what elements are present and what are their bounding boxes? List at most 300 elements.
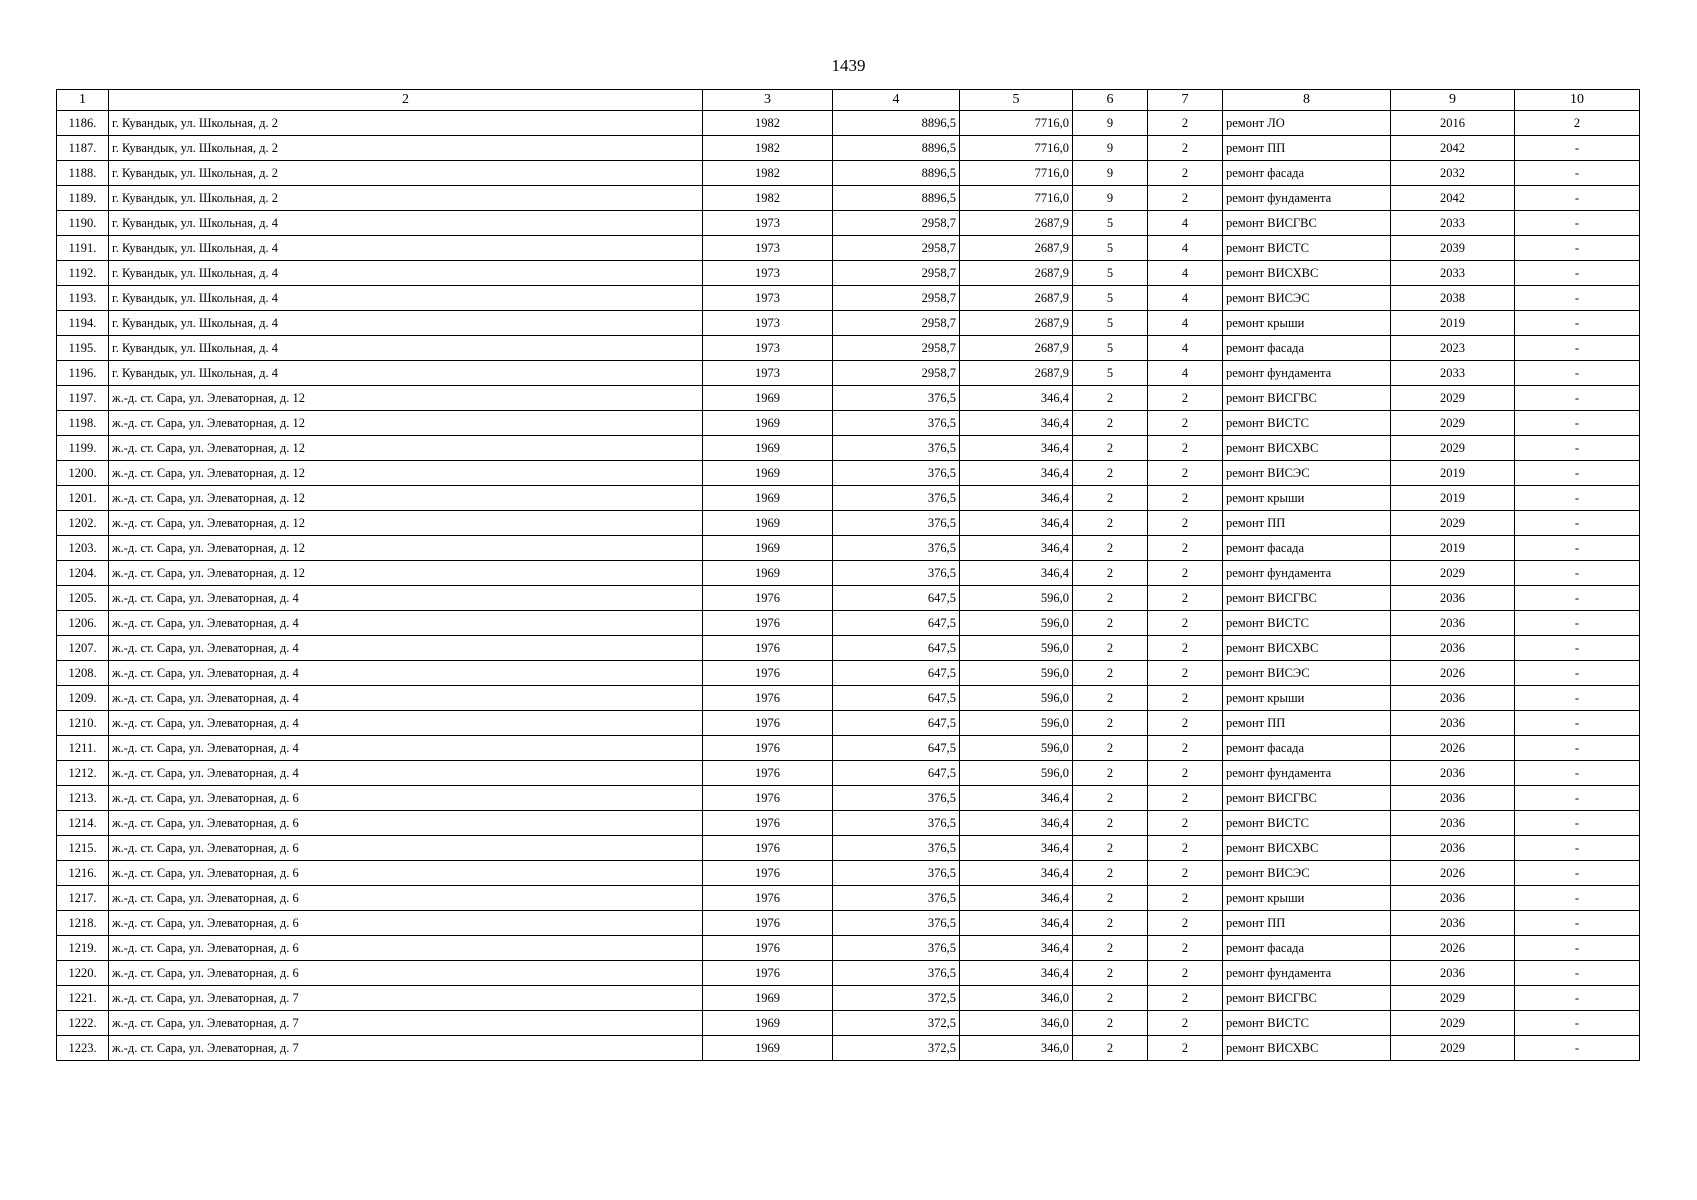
cell-living-area: 346,4 bbox=[960, 811, 1073, 836]
table-row bbox=[57, 186, 1640, 211]
table-row bbox=[57, 311, 1640, 336]
cell-work-type: ремонт ВИСГВС bbox=[1223, 986, 1391, 1011]
cell-work-type: ремонт ВИСТС bbox=[1223, 611, 1391, 636]
cell-planned-year: 2033 bbox=[1391, 211, 1515, 236]
cell-year-built: 1976 bbox=[703, 836, 833, 861]
cell-work-type: ремонт крыши bbox=[1223, 686, 1391, 711]
cell-address: г. Кувандык, ул. Школьная, д. 4 bbox=[109, 361, 703, 386]
cell-living-area: 7716,0 bbox=[960, 186, 1073, 211]
cell-entrances: 2 bbox=[1148, 436, 1223, 461]
cell-entrances: 2 bbox=[1148, 786, 1223, 811]
cell-value: - bbox=[1515, 886, 1640, 911]
table-row bbox=[57, 961, 1640, 986]
table-row bbox=[57, 686, 1640, 711]
cell-address: ж.-д. ст. Сара, ул. Элеваторная, д. 12 bbox=[109, 486, 703, 511]
cell-value: - bbox=[1515, 686, 1640, 711]
cell-work-type: ремонт фасада bbox=[1223, 536, 1391, 561]
cell-floors: 2 bbox=[1073, 1011, 1148, 1036]
cell-planned-year: 2026 bbox=[1391, 736, 1515, 761]
cell-row-number: 1194. bbox=[57, 311, 109, 336]
cell-total-area: 647,5 bbox=[833, 636, 960, 661]
cell-floors: 5 bbox=[1073, 236, 1148, 261]
cell-work-type: ремонт ВИСХВС bbox=[1223, 436, 1391, 461]
cell-planned-year: 2026 bbox=[1391, 661, 1515, 686]
cell-entrances: 2 bbox=[1148, 186, 1223, 211]
cell-entrances: 2 bbox=[1148, 811, 1223, 836]
cell-year-built: 1969 bbox=[703, 461, 833, 486]
cell-year-built: 1976 bbox=[703, 761, 833, 786]
cell-work-type: ремонт фундамента bbox=[1223, 361, 1391, 386]
column-header-1: 1 bbox=[57, 90, 109, 111]
cell-value: 2 bbox=[1515, 111, 1640, 136]
table-header bbox=[57, 90, 1640, 111]
cell-row-number: 1207. bbox=[57, 636, 109, 661]
cell-row-number: 1214. bbox=[57, 811, 109, 836]
cell-year-built: 1976 bbox=[703, 886, 833, 911]
cell-floors: 2 bbox=[1073, 1036, 1148, 1061]
table-row bbox=[57, 386, 1640, 411]
column-header-6: 6 bbox=[1073, 90, 1148, 111]
cell-work-type: ремонт крыши bbox=[1223, 886, 1391, 911]
cell-row-number: 1186. bbox=[57, 111, 109, 136]
cell-year-built: 1973 bbox=[703, 361, 833, 386]
cell-row-number: 1189. bbox=[57, 186, 109, 211]
cell-total-area: 376,5 bbox=[833, 811, 960, 836]
cell-total-area: 647,5 bbox=[833, 736, 960, 761]
cell-row-number: 1203. bbox=[57, 536, 109, 561]
cell-living-area: 346,4 bbox=[960, 936, 1073, 961]
cell-row-number: 1205. bbox=[57, 586, 109, 611]
cell-floors: 2 bbox=[1073, 661, 1148, 686]
cell-entrances: 2 bbox=[1148, 911, 1223, 936]
cell-living-area: 346,4 bbox=[960, 961, 1073, 986]
cell-address: ж.-д. ст. Сара, ул. Элеваторная, д. 6 bbox=[109, 936, 703, 961]
cell-address: г. Кувандык, ул. Школьная, д. 4 bbox=[109, 211, 703, 236]
cell-year-built: 1976 bbox=[703, 686, 833, 711]
table-row bbox=[57, 736, 1640, 761]
table-row bbox=[57, 636, 1640, 661]
table-row bbox=[57, 786, 1640, 811]
column-header-2: 2 bbox=[109, 90, 703, 111]
cell-row-number: 1223. bbox=[57, 1036, 109, 1061]
cell-floors: 2 bbox=[1073, 761, 1148, 786]
cell-total-area: 376,5 bbox=[833, 936, 960, 961]
column-header-5: 5 bbox=[960, 90, 1073, 111]
cell-total-area: 372,5 bbox=[833, 986, 960, 1011]
cell-entrances: 2 bbox=[1148, 761, 1223, 786]
cell-floors: 2 bbox=[1073, 636, 1148, 661]
cell-entrances: 2 bbox=[1148, 486, 1223, 511]
cell-address: ж.-д. ст. Сара, ул. Элеваторная, д. 12 bbox=[109, 386, 703, 411]
cell-work-type: ремонт ВИСХВС bbox=[1223, 261, 1391, 286]
cell-floors: 2 bbox=[1073, 536, 1148, 561]
cell-work-type: ремонт ВИСГВС bbox=[1223, 386, 1391, 411]
cell-value: - bbox=[1515, 536, 1640, 561]
cell-year-built: 1976 bbox=[703, 736, 833, 761]
cell-address: г. Кувандык, ул. Школьная, д. 2 bbox=[109, 136, 703, 161]
cell-entrances: 2 bbox=[1148, 686, 1223, 711]
cell-address: ж.-д. ст. Сара, ул. Элеваторная, д. 4 bbox=[109, 636, 703, 661]
cell-year-built: 1969 bbox=[703, 1011, 833, 1036]
table-row bbox=[57, 561, 1640, 586]
cell-address: ж.-д. ст. Сара, ул. Элеваторная, д. 4 bbox=[109, 661, 703, 686]
cell-planned-year: 2032 bbox=[1391, 161, 1515, 186]
cell-living-area: 596,0 bbox=[960, 736, 1073, 761]
cell-total-area: 8896,5 bbox=[833, 186, 960, 211]
cell-value: - bbox=[1515, 861, 1640, 886]
cell-row-number: 1199. bbox=[57, 436, 109, 461]
cell-entrances: 2 bbox=[1148, 511, 1223, 536]
cell-year-built: 1976 bbox=[703, 786, 833, 811]
cell-address: ж.-д. ст. Сара, ул. Элеваторная, д. 4 bbox=[109, 586, 703, 611]
cell-living-area: 346,4 bbox=[960, 886, 1073, 911]
table-row bbox=[57, 361, 1640, 386]
table-row bbox=[57, 861, 1640, 886]
cell-living-area: 596,0 bbox=[960, 686, 1073, 711]
cell-planned-year: 2036 bbox=[1391, 761, 1515, 786]
cell-total-area: 647,5 bbox=[833, 586, 960, 611]
cell-planned-year: 2036 bbox=[1391, 636, 1515, 661]
cell-work-type: ремонт ВИСТС bbox=[1223, 1011, 1391, 1036]
cell-year-built: 1976 bbox=[703, 661, 833, 686]
cell-floors: 2 bbox=[1073, 811, 1148, 836]
cell-total-area: 647,5 bbox=[833, 661, 960, 686]
capital-repair-table bbox=[56, 89, 1640, 1061]
cell-work-type: ремонт крыши bbox=[1223, 486, 1391, 511]
table-row bbox=[57, 536, 1640, 561]
cell-year-built: 1969 bbox=[703, 561, 833, 586]
cell-row-number: 1196. bbox=[57, 361, 109, 386]
cell-living-area: 2687,9 bbox=[960, 236, 1073, 261]
cell-total-area: 376,5 bbox=[833, 461, 960, 486]
cell-year-built: 1973 bbox=[703, 211, 833, 236]
cell-entrances: 4 bbox=[1148, 211, 1223, 236]
cell-address: ж.-д. ст. Сара, ул. Элеваторная, д. 12 bbox=[109, 411, 703, 436]
cell-entrances: 2 bbox=[1148, 1011, 1223, 1036]
cell-planned-year: 2029 bbox=[1391, 436, 1515, 461]
cell-floors: 9 bbox=[1073, 111, 1148, 136]
cell-row-number: 1200. bbox=[57, 461, 109, 486]
table-row bbox=[57, 936, 1640, 961]
cell-living-area: 596,0 bbox=[960, 761, 1073, 786]
cell-year-built: 1982 bbox=[703, 186, 833, 211]
cell-value: - bbox=[1515, 386, 1640, 411]
cell-living-area: 596,0 bbox=[960, 586, 1073, 611]
cell-entrances: 2 bbox=[1148, 536, 1223, 561]
cell-total-area: 2958,7 bbox=[833, 286, 960, 311]
cell-planned-year: 2019 bbox=[1391, 311, 1515, 336]
cell-floors: 2 bbox=[1073, 411, 1148, 436]
cell-address: ж.-д. ст. Сара, ул. Элеваторная, д. 6 bbox=[109, 836, 703, 861]
cell-living-area: 346,0 bbox=[960, 1011, 1073, 1036]
cell-floors: 2 bbox=[1073, 986, 1148, 1011]
cell-planned-year: 2023 bbox=[1391, 336, 1515, 361]
cell-planned-year: 2026 bbox=[1391, 861, 1515, 886]
cell-year-built: 1976 bbox=[703, 936, 833, 961]
cell-planned-year: 2036 bbox=[1391, 686, 1515, 711]
cell-planned-year: 2036 bbox=[1391, 611, 1515, 636]
cell-work-type: ремонт ВИСТС bbox=[1223, 411, 1391, 436]
cell-year-built: 1973 bbox=[703, 311, 833, 336]
table-row bbox=[57, 611, 1640, 636]
cell-living-area: 346,4 bbox=[960, 486, 1073, 511]
cell-address: г. Кувандык, ул. Школьная, д. 2 bbox=[109, 111, 703, 136]
table-row bbox=[57, 461, 1640, 486]
cell-row-number: 1197. bbox=[57, 386, 109, 411]
cell-total-area: 647,5 bbox=[833, 761, 960, 786]
cell-year-built: 1976 bbox=[703, 811, 833, 836]
cell-floors: 2 bbox=[1073, 936, 1148, 961]
cell-floors: 2 bbox=[1073, 836, 1148, 861]
cell-address: ж.-д. ст. Сара, ул. Элеваторная, д. 6 bbox=[109, 786, 703, 811]
cell-floors: 5 bbox=[1073, 336, 1148, 361]
cell-planned-year: 2019 bbox=[1391, 461, 1515, 486]
cell-address: ж.-д. ст. Сара, ул. Элеваторная, д. 4 bbox=[109, 611, 703, 636]
cell-planned-year: 2016 bbox=[1391, 111, 1515, 136]
cell-year-built: 1982 bbox=[703, 161, 833, 186]
cell-entrances: 2 bbox=[1148, 161, 1223, 186]
cell-work-type: ремонт фасада bbox=[1223, 161, 1391, 186]
cell-total-area: 2958,7 bbox=[833, 336, 960, 361]
cell-planned-year: 2029 bbox=[1391, 411, 1515, 436]
cell-living-area: 596,0 bbox=[960, 711, 1073, 736]
cell-planned-year: 2036 bbox=[1391, 836, 1515, 861]
cell-address: г. Кувандык, ул. Школьная, д. 2 bbox=[109, 186, 703, 211]
cell-total-area: 376,5 bbox=[833, 386, 960, 411]
cell-floors: 2 bbox=[1073, 786, 1148, 811]
table-row bbox=[57, 111, 1640, 136]
cell-work-type: ремонт ВИСЭС bbox=[1223, 861, 1391, 886]
cell-entrances: 2 bbox=[1148, 861, 1223, 886]
cell-row-number: 1218. bbox=[57, 911, 109, 936]
cell-entrances: 2 bbox=[1148, 461, 1223, 486]
cell-value: - bbox=[1515, 261, 1640, 286]
cell-address: ж.-д. ст. Сара, ул. Элеваторная, д. 4 bbox=[109, 761, 703, 786]
cell-total-area: 376,5 bbox=[833, 861, 960, 886]
cell-work-type: ремонт ПП bbox=[1223, 511, 1391, 536]
cell-work-type: ремонт крыши bbox=[1223, 311, 1391, 336]
cell-living-area: 2687,9 bbox=[960, 261, 1073, 286]
table-row bbox=[57, 836, 1640, 861]
cell-value: - bbox=[1515, 911, 1640, 936]
cell-planned-year: 2042 bbox=[1391, 186, 1515, 211]
cell-work-type: ремонт ВИСХВС bbox=[1223, 1036, 1391, 1061]
table-row bbox=[57, 211, 1640, 236]
cell-address: г. Кувандык, ул. Школьная, д. 4 bbox=[109, 336, 703, 361]
cell-living-area: 346,0 bbox=[960, 986, 1073, 1011]
cell-row-number: 1195. bbox=[57, 336, 109, 361]
cell-living-area: 2687,9 bbox=[960, 286, 1073, 311]
cell-address: ж.-д. ст. Сара, ул. Элеваторная, д. 4 bbox=[109, 711, 703, 736]
table-row bbox=[57, 886, 1640, 911]
cell-year-built: 1969 bbox=[703, 436, 833, 461]
cell-value: - bbox=[1515, 436, 1640, 461]
cell-floors: 2 bbox=[1073, 586, 1148, 611]
cell-row-number: 1193. bbox=[57, 286, 109, 311]
cell-year-built: 1969 bbox=[703, 986, 833, 1011]
cell-planned-year: 2019 bbox=[1391, 486, 1515, 511]
cell-year-built: 1973 bbox=[703, 261, 833, 286]
cell-planned-year: 2036 bbox=[1391, 811, 1515, 836]
cell-row-number: 1192. bbox=[57, 261, 109, 286]
cell-planned-year: 2039 bbox=[1391, 236, 1515, 261]
cell-address: ж.-д. ст. Сара, ул. Элеваторная, д. 12 bbox=[109, 561, 703, 586]
cell-year-built: 1973 bbox=[703, 336, 833, 361]
cell-planned-year: 2029 bbox=[1391, 561, 1515, 586]
cell-year-built: 1976 bbox=[703, 861, 833, 886]
cell-living-area: 596,0 bbox=[960, 661, 1073, 686]
cell-planned-year: 2033 bbox=[1391, 261, 1515, 286]
cell-row-number: 1215. bbox=[57, 836, 109, 861]
cell-planned-year: 2029 bbox=[1391, 1036, 1515, 1061]
cell-value: - bbox=[1515, 611, 1640, 636]
cell-value: - bbox=[1515, 461, 1640, 486]
cell-entrances: 2 bbox=[1148, 936, 1223, 961]
cell-work-type: ремонт фасада bbox=[1223, 936, 1391, 961]
cell-floors: 2 bbox=[1073, 736, 1148, 761]
cell-work-type: ремонт фундамента bbox=[1223, 186, 1391, 211]
cell-row-number: 1211. bbox=[57, 736, 109, 761]
cell-address: ж.-д. ст. Сара, ул. Элеваторная, д. 6 bbox=[109, 911, 703, 936]
table-row bbox=[57, 661, 1640, 686]
cell-row-number: 1208. bbox=[57, 661, 109, 686]
cell-address: ж.-д. ст. Сара, ул. Элеваторная, д. 4 bbox=[109, 736, 703, 761]
cell-floors: 2 bbox=[1073, 711, 1148, 736]
cell-total-area: 376,5 bbox=[833, 411, 960, 436]
cell-year-built: 1969 bbox=[703, 486, 833, 511]
cell-entrances: 2 bbox=[1148, 736, 1223, 761]
cell-total-area: 372,5 bbox=[833, 1011, 960, 1036]
cell-planned-year: 2036 bbox=[1391, 886, 1515, 911]
cell-living-area: 2687,9 bbox=[960, 361, 1073, 386]
cell-living-area: 346,4 bbox=[960, 861, 1073, 886]
cell-work-type: ремонт ВИСЭС bbox=[1223, 286, 1391, 311]
cell-floors: 2 bbox=[1073, 511, 1148, 536]
cell-work-type: ремонт ВИСГВС bbox=[1223, 211, 1391, 236]
cell-living-area: 596,0 bbox=[960, 636, 1073, 661]
cell-planned-year: 2019 bbox=[1391, 536, 1515, 561]
cell-floors: 2 bbox=[1073, 961, 1148, 986]
cell-row-number: 1220. bbox=[57, 961, 109, 986]
cell-floors: 2 bbox=[1073, 911, 1148, 936]
header-row bbox=[57, 90, 1640, 111]
cell-row-number: 1222. bbox=[57, 1011, 109, 1036]
cell-value: - bbox=[1515, 511, 1640, 536]
cell-floors: 2 bbox=[1073, 486, 1148, 511]
cell-living-area: 346,4 bbox=[960, 836, 1073, 861]
cell-year-built: 1969 bbox=[703, 1036, 833, 1061]
table-row bbox=[57, 136, 1640, 161]
cell-work-type: ремонт ВИСХВС bbox=[1223, 636, 1391, 661]
column-header-10: 10 bbox=[1515, 90, 1640, 111]
table-row bbox=[57, 761, 1640, 786]
cell-value: - bbox=[1515, 711, 1640, 736]
cell-entrances: 2 bbox=[1148, 961, 1223, 986]
cell-total-area: 647,5 bbox=[833, 686, 960, 711]
cell-total-area: 376,5 bbox=[833, 911, 960, 936]
cell-year-built: 1969 bbox=[703, 386, 833, 411]
table-row bbox=[57, 411, 1640, 436]
cell-living-area: 7716,0 bbox=[960, 161, 1073, 186]
cell-planned-year: 2029 bbox=[1391, 511, 1515, 536]
cell-total-area: 376,5 bbox=[833, 786, 960, 811]
cell-total-area: 2958,7 bbox=[833, 261, 960, 286]
cell-year-built: 1973 bbox=[703, 236, 833, 261]
cell-address: ж.-д. ст. Сара, ул. Элеваторная, д. 6 bbox=[109, 861, 703, 886]
column-header-3: 3 bbox=[703, 90, 833, 111]
cell-planned-year: 2036 bbox=[1391, 586, 1515, 611]
cell-planned-year: 2029 bbox=[1391, 986, 1515, 1011]
cell-row-number: 1221. bbox=[57, 986, 109, 1011]
column-header-4: 4 bbox=[833, 90, 960, 111]
cell-floors: 5 bbox=[1073, 361, 1148, 386]
cell-total-area: 376,5 bbox=[833, 961, 960, 986]
cell-entrances: 2 bbox=[1148, 586, 1223, 611]
table-body bbox=[57, 111, 1640, 1061]
cell-year-built: 1976 bbox=[703, 711, 833, 736]
cell-living-area: 596,0 bbox=[960, 611, 1073, 636]
column-header-9: 9 bbox=[1391, 90, 1515, 111]
page-number: 1439 bbox=[831, 56, 866, 75]
column-header-7: 7 bbox=[1148, 90, 1223, 111]
table-row bbox=[57, 286, 1640, 311]
cell-address: г. Кувандык, ул. Школьная, д. 2 bbox=[109, 161, 703, 186]
cell-value: - bbox=[1515, 736, 1640, 761]
cell-living-area: 346,4 bbox=[960, 911, 1073, 936]
table-row bbox=[57, 236, 1640, 261]
cell-value: - bbox=[1515, 311, 1640, 336]
cell-address: ж.-д. ст. Сара, ул. Элеваторная, д. 12 bbox=[109, 511, 703, 536]
cell-floors: 5 bbox=[1073, 286, 1148, 311]
cell-work-type: ремонт ВИСГВС bbox=[1223, 786, 1391, 811]
cell-total-area: 8896,5 bbox=[833, 136, 960, 161]
cell-work-type: ремонт ПП bbox=[1223, 911, 1391, 936]
cell-value: - bbox=[1515, 186, 1640, 211]
cell-total-area: 2958,7 bbox=[833, 361, 960, 386]
cell-row-number: 1187. bbox=[57, 136, 109, 161]
cell-address: ж.-д. ст. Сара, ул. Элеваторная, д. 12 bbox=[109, 461, 703, 486]
cell-year-built: 1973 bbox=[703, 286, 833, 311]
table-row bbox=[57, 161, 1640, 186]
cell-planned-year: 2042 bbox=[1391, 136, 1515, 161]
cell-year-built: 1976 bbox=[703, 961, 833, 986]
cell-year-built: 1982 bbox=[703, 111, 833, 136]
cell-value: - bbox=[1515, 336, 1640, 361]
cell-value: - bbox=[1515, 486, 1640, 511]
cell-living-area: 346,0 bbox=[960, 1036, 1073, 1061]
cell-total-area: 2958,7 bbox=[833, 236, 960, 261]
table-row bbox=[57, 1036, 1640, 1061]
cell-address: г. Кувандык, ул. Школьная, д. 4 bbox=[109, 236, 703, 261]
cell-work-type: ремонт ПП bbox=[1223, 711, 1391, 736]
cell-living-area: 2687,9 bbox=[960, 311, 1073, 336]
cell-floors: 9 bbox=[1073, 161, 1148, 186]
cell-address: г. Кувандык, ул. Школьная, д. 4 bbox=[109, 311, 703, 336]
cell-value: - bbox=[1515, 961, 1640, 986]
cell-address: ж.-д. ст. Сара, ул. Элеваторная, д. 12 bbox=[109, 536, 703, 561]
cell-entrances: 2 bbox=[1148, 111, 1223, 136]
table-row bbox=[57, 336, 1640, 361]
cell-living-area: 2687,9 bbox=[960, 336, 1073, 361]
cell-entrances: 2 bbox=[1148, 836, 1223, 861]
cell-work-type: ремонт фасада bbox=[1223, 336, 1391, 361]
cell-row-number: 1201. bbox=[57, 486, 109, 511]
cell-work-type: ремонт ПП bbox=[1223, 136, 1391, 161]
cell-planned-year: 2029 bbox=[1391, 1011, 1515, 1036]
cell-year-built: 1969 bbox=[703, 411, 833, 436]
cell-row-number: 1209. bbox=[57, 686, 109, 711]
table-row bbox=[57, 911, 1640, 936]
